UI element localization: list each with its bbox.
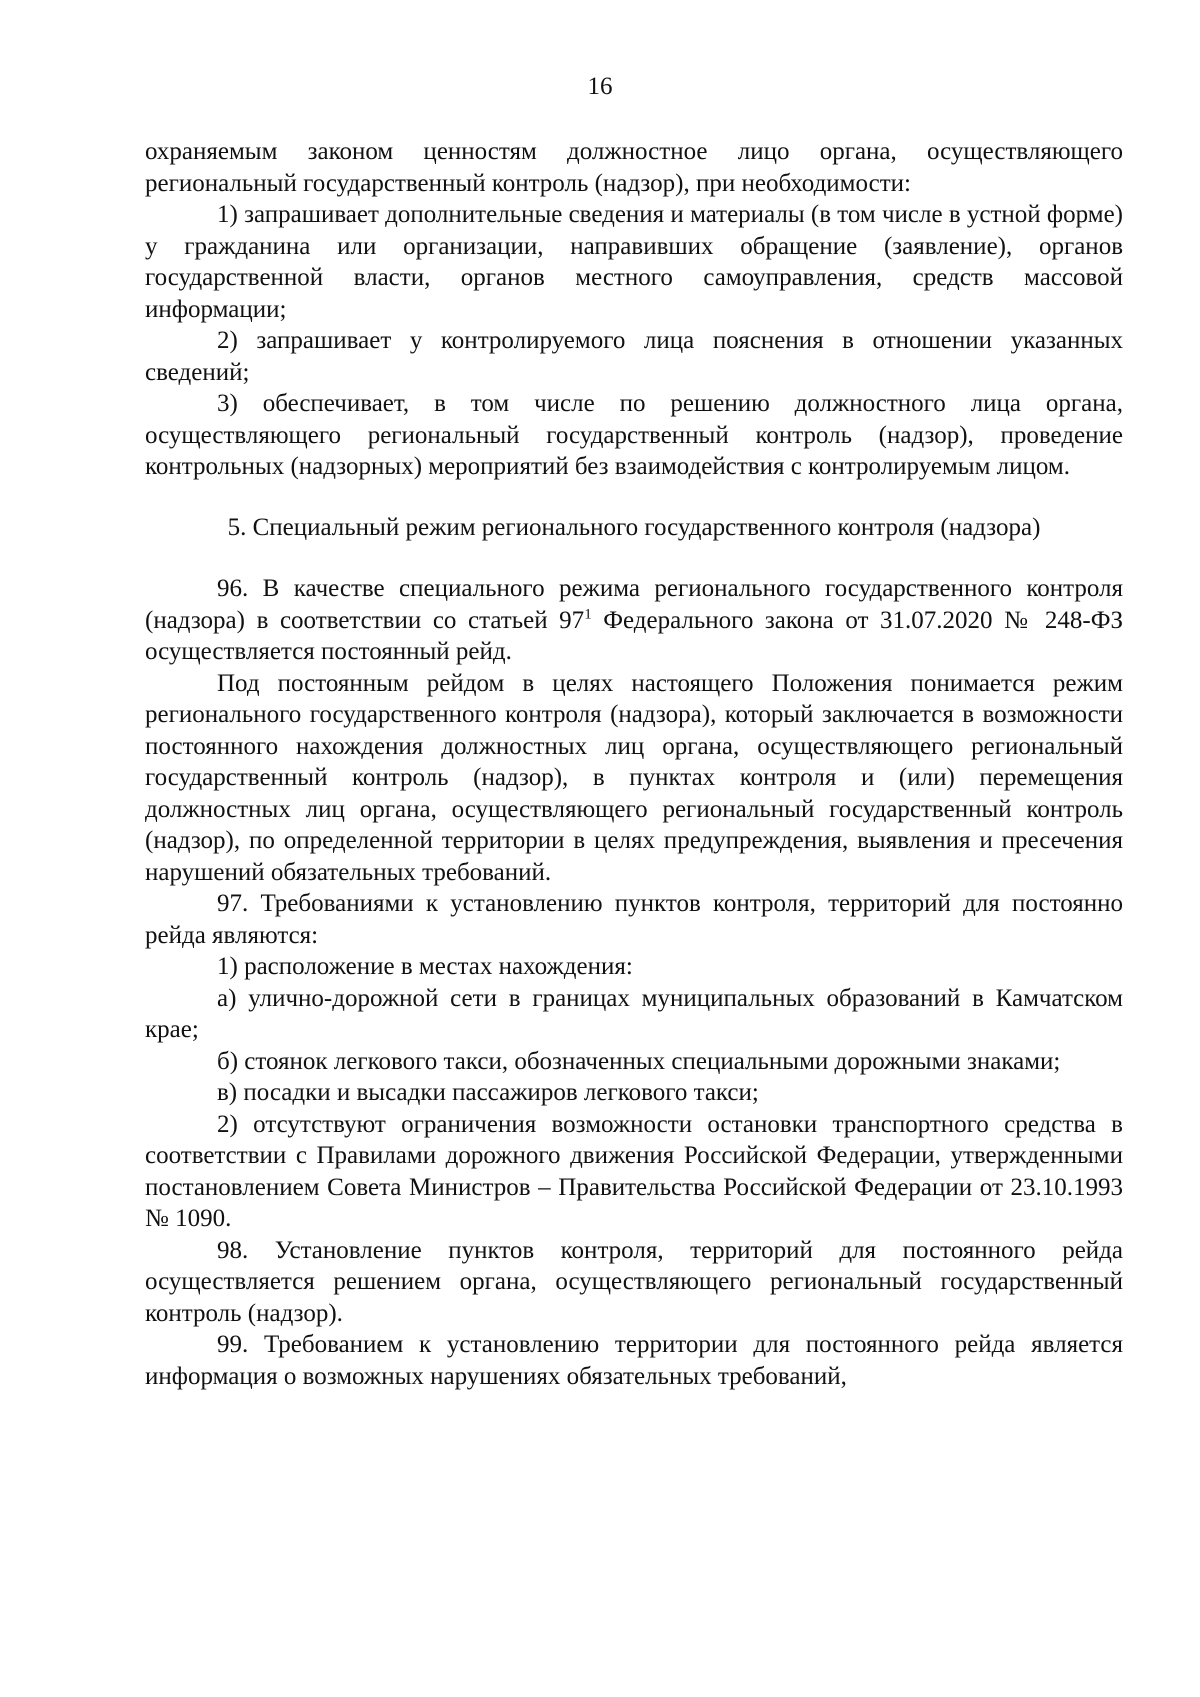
paragraph-continuation: охраняемым законом ценностям должностное лицо органа, осуществляющего региональный государственный контроль (надзор), при необходимости: [145,138,1123,197]
paragraph-permanent-raid-definition: Под постоянным рейдом в целях настоящего Положения понимается режим регионального государственного контроля (надзора), который заключается в возможности постоянного нахождения должностных лиц органа, осуществляющего региональный государственный контроль (надзор), в пунктах контроля и (или) перемещения должностных лиц органа, осуществляющего региональный государственный контроль (надзор), по определенной территории в целях предупреждения, выявления и пресечения нарушений обязательных требований. [145,669,1123,886]
list-item-3-ensure-measures: 3) обеспечивает, в том числе по решению должностного лица органа, осуществляющего региональный государственный контроль (надзор), проведение контрольных (надзорных) мероприятий без взаимодействия с контролируемым лицом. [145,390,1123,480]
paragraph-97: 97. Требованиями к установлению пунктов контроля, территорий для постоянно рейда являются: [145,890,1123,949]
list-item-97-a: а) улично-дорожной сети в границах муниципальных образований в Камчатском крае; [145,984,1123,1043]
document-body [145,136,1123,1392]
list-item-1-request-info: 1) запрашивает дополнительные сведения и материалы (в том числе в устной форме) у гражданина или организации, направивших обращение (заявление), органов государственной власти, органов местного самоуправления, средств массовой информации; [145,201,1123,323]
list-item-2-request-explanations: 2) запрашивает у контролируемого лица пояснения в отношении указанных сведений; [145,327,1123,386]
paragraph-96-superscript: 1 [584,606,592,623]
section-heading: 5. Специальный режим регионального государственного контроля (надзора) [227,513,1041,541]
list-item-97-v: в) посадки и высадки пассажиров легкового такси; [217,1079,759,1106]
list-item-97-1: 1) расположение в местах нахождения: [217,953,633,980]
paragraph-96-text-start: 96. В качестве специального режима регионального государственного контроля (надзора) в соответствии со статьей 97 [145,575,1123,634]
list-item-97-b: б) стоянок легкового такси, обозначенных специальными дорожными знаками; [217,1047,1061,1075]
list-item-97-2: 2) отсутствуют ограничения возможности остановки транспортного средства в соответствии с Правилами дорожного движения Российской Федерации, утвержденными постановлением Совета Министров – Правительства Российской Федерации от 23.10.1993 № 1090. [145,1110,1123,1232]
page-number: 16 [587,73,613,100]
paragraph-96-text-end: Федерального закона от 31.07.2020 № 248-ФЗ осуществляется постоянный рейд. [145,606,1123,665]
paragraph-96 [145,573,1123,668]
paragraph-99: 99. Требованием к установлению территории для постоянного рейда является информация о возможных нарушениях обязательных требований, [145,1331,1123,1390]
paragraph-98: 98. Установление пунктов контроля, территорий для постоянного рейда осуществляется решением органа, осуществляющего региональный государственный контроль (надзор). [145,1236,1123,1327]
